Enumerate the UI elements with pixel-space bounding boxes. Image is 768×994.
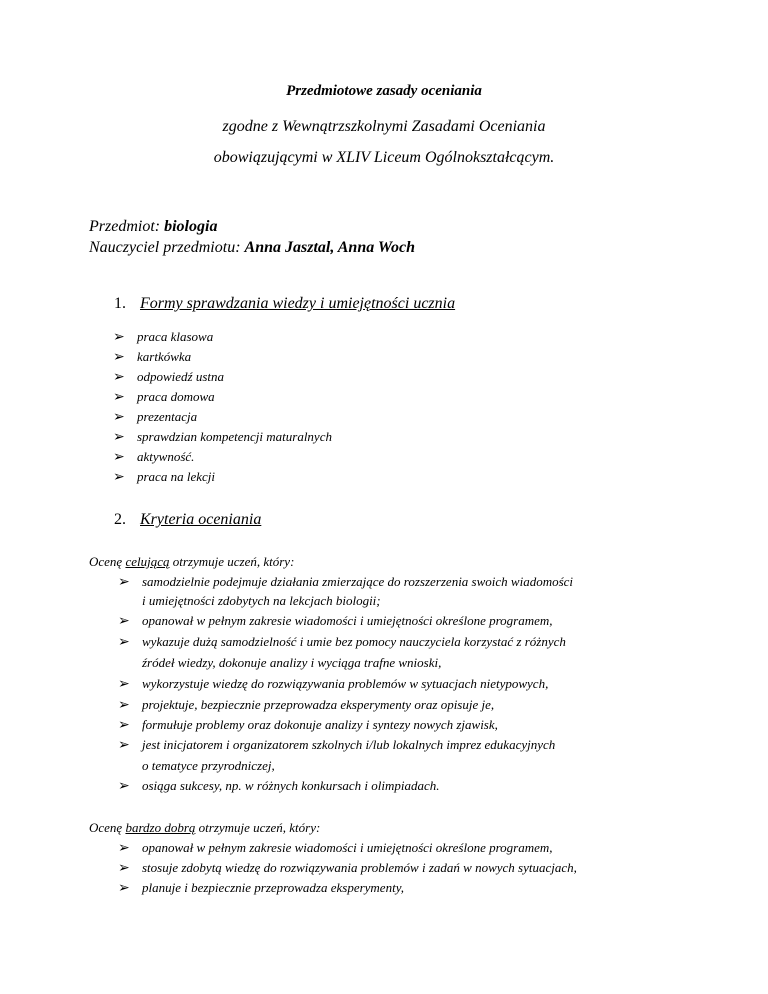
list-item-text: praca na lekcji [137,469,215,484]
document-subtitle-line2: obowiązującymi w XLIV Liceum Ogólnokształcącym. [213,149,555,166]
teacher-value: Anna Jasztal, Anna Woch [244,239,415,256]
list-item-continuation: i umiejętności zdobytych na lekcjach biologii; [142,593,381,608]
list-item [118,717,498,734]
arrowhead-bullet-icon: ➢ [113,470,125,485]
list-item-text: formułuje problemy oraz dokonuje analizy i syntezy nowych zjawisk, [142,717,498,732]
section-1-title: Formy sprawdzania wiedzy i umiejętności ucznia [140,295,456,312]
arrowhead-bullet-icon: ➢ [118,841,130,856]
arrowhead-bullet-icon: ➢ [118,738,130,753]
section-2-number: 2. [114,511,126,528]
list-item-text: opanował w pełnym zakresie wiadomości i umiejętności określone programem, [142,613,553,628]
list-item [118,737,555,754]
list-item-text: prezentacja [137,409,198,424]
list-item [113,409,197,426]
list-item-text: wykazuje dużą samodzielność i umie bez pomocy nauczyciela korzystać z różnych [142,634,566,649]
arrowhead-bullet-icon: ➢ [118,698,130,713]
arrowhead-bullet-icon: ➢ [118,635,130,650]
intro-post: otrzymuje uczeń, który: [198,820,321,835]
list-item-continuation: źródeł wiedzy, dokonuje analizy i wyciąga trafne wnioski, [142,655,442,670]
teacher-line [89,239,415,257]
arrowhead-bullet-icon: ➢ [113,350,125,365]
list-item [118,613,553,630]
subject-label: Przedmiot: [89,218,161,235]
list-item-text: odpowiedź ustna [137,369,225,384]
subject-value: biologia [164,218,218,235]
intro-post: otrzymuje uczeń, który: [172,554,295,569]
arrowhead-bullet-icon: ➢ [113,330,125,345]
list-item [118,860,577,877]
arrowhead-bullet-icon: ➢ [118,881,130,896]
list-item [118,840,553,857]
arrowhead-bullet-icon: ➢ [118,861,130,876]
list-item [118,778,440,795]
list-item-text: planuje i bezpiecznie przeprowadza eksperymenty, [142,880,404,895]
list-item-text: samodzielnie podejmuje działania zmierzające do rozszerzenia swoich wiadomości [142,574,574,589]
list-item [118,697,494,714]
grade-celujaca-intro [89,554,294,570]
arrowhead-bullet-icon: ➢ [113,430,125,445]
list-item-text: kartkówka [137,349,192,364]
grade-name: bardzo dobrą [125,820,196,835]
arrowhead-bullet-icon: ➢ [118,614,130,629]
list-item [113,349,191,366]
arrowhead-bullet-icon: ➢ [113,390,125,405]
list-item [113,389,215,406]
document-title: Przedmiotowe zasady oceniania [286,83,482,99]
list-item-text: stosuje zdobytą wiedzę do rozwiązywania problemów i zadań w nowych sytuacjach, [142,860,577,875]
subject-line [89,218,217,236]
list-item [113,469,215,486]
section-1-number: 1. [114,295,126,312]
list-item [113,429,332,446]
list-item-text: projektuje, bezpiecznie przeprowadza eksperymenty oraz opisuje je, [142,697,495,712]
list-item-text: jest inicjatorem i organizatorem szkolnych i/lub lokalnych imprez edukacyjnych [142,737,556,752]
grade-bardzo-dobra-intro [89,820,320,836]
section-1-heading [114,295,455,313]
intro-pre: Ocenę [89,820,123,835]
arrowhead-bullet-icon: ➢ [118,575,130,590]
list-item [118,676,548,693]
list-item-text: praca klasowa [137,329,214,344]
document-subtitle-line1: zgodne z Wewnątrzszkolnymi Zasadami Oceniania [222,118,546,135]
list-item-text: wykorzystuje wiedzę do rozwiązywania problemów w sytuacjach nietypowych, [142,676,549,691]
grade-name: celującą [125,554,170,569]
list-item-text: aktywność. [137,449,195,464]
list-item [118,634,566,651]
arrowhead-bullet-icon: ➢ [118,677,130,692]
list-item-text: opanował w pełnym zakresie wiadomości i umiejętności określone programem, [142,840,553,855]
section-2-title: Kryteria oceniania [140,511,262,528]
teacher-label: Nauczyciel przedmiotu: [89,239,241,256]
list-item [118,574,573,591]
list-item-continuation: o tematyce przyrodniczej, [142,758,275,773]
list-item [113,449,194,466]
arrowhead-bullet-icon: ➢ [113,370,125,385]
intro-pre: Ocenę [89,554,123,569]
list-item-text: praca domowa [137,389,215,404]
list-item [118,880,404,897]
arrowhead-bullet-icon: ➢ [118,718,130,733]
section-2-heading [114,511,261,529]
arrowhead-bullet-icon: ➢ [118,779,130,794]
list-item-text: sprawdzian kompetencji maturalnych [137,429,332,444]
list-item-text: osiąga sukcesy, np. w różnych konkursach i olimpiadach. [142,778,440,793]
arrowhead-bullet-icon: ➢ [113,450,125,465]
list-item [113,369,224,386]
list-item [113,329,213,346]
arrowhead-bullet-icon: ➢ [113,410,125,425]
